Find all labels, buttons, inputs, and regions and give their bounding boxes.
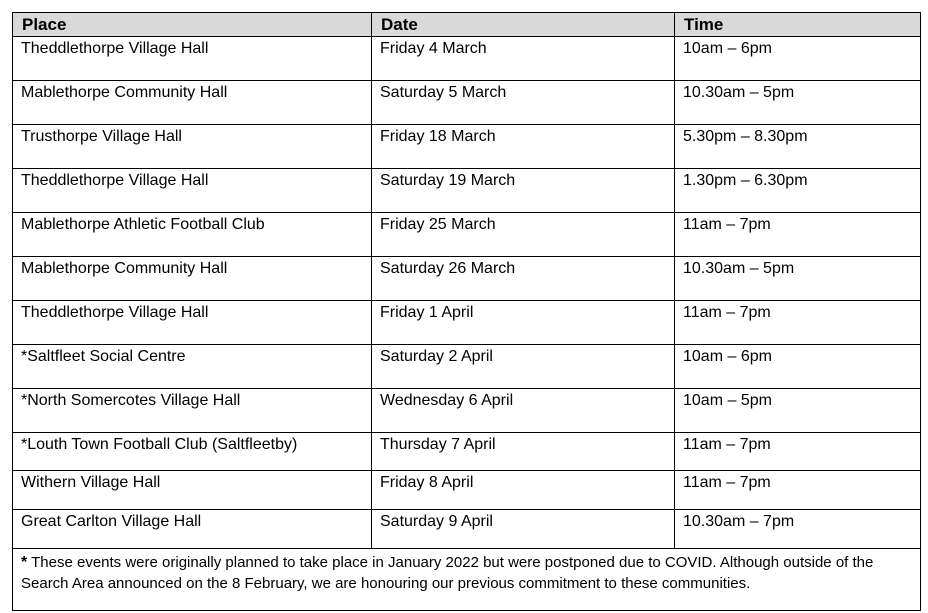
table-row xyxy=(13,81,921,125)
date-cell: Friday 18 March xyxy=(372,125,675,169)
time-cell: 10am – 6pm xyxy=(675,37,921,81)
time-cell: 11am – 7pm xyxy=(675,433,921,471)
date-cell: Friday 8 April xyxy=(372,471,675,510)
place-cell: *Saltfleet Social Centre xyxy=(13,345,372,389)
table-row xyxy=(13,471,921,510)
table-row xyxy=(13,37,921,81)
date-cell: Thursday 7 April xyxy=(372,433,675,471)
time-cell: 11am – 7pm xyxy=(675,301,921,345)
place-cell: Theddlethorpe Village Hall xyxy=(13,301,372,345)
header-time: Time xyxy=(675,13,921,37)
footnote-cell xyxy=(13,549,921,611)
header-place: Place xyxy=(13,13,372,37)
date-cell: Friday 25 March xyxy=(372,213,675,257)
date-cell: Saturday 9 April xyxy=(372,510,675,549)
table-row xyxy=(13,510,921,549)
date-cell: Saturday 5 March xyxy=(372,81,675,125)
table-row xyxy=(13,345,921,389)
time-cell: 1.30pm – 6.30pm xyxy=(675,169,921,213)
time-cell: 11am – 7pm xyxy=(675,471,921,510)
footnote-row xyxy=(13,549,921,611)
footnote-text: These events were originally planned to take place in January 2022 but were postponed due to COVID. Although outside of the Search Area announced on the 8 February, we are honouring our previous commitment to these communities. xyxy=(21,554,874,592)
place-cell: Mablethorpe Athletic Football Club xyxy=(13,213,372,257)
date-cell: Friday 4 March xyxy=(372,37,675,81)
place-cell: Theddlethorpe Village Hall xyxy=(13,169,372,213)
place-cell: Mablethorpe Community Hall xyxy=(13,81,372,125)
place-cell: *North Somercotes Village Hall xyxy=(13,389,372,433)
place-cell: Withern Village Hall xyxy=(13,471,372,510)
date-cell: Saturday 2 April xyxy=(372,345,675,389)
place-cell: *Louth Town Football Club (Saltfleetby) xyxy=(13,433,372,471)
table-row xyxy=(13,125,921,169)
table-row xyxy=(13,257,921,301)
place-cell: Great Carlton Village Hall xyxy=(13,510,372,549)
header-row xyxy=(13,13,921,37)
table-row xyxy=(13,301,921,345)
place-cell: Mablethorpe Community Hall xyxy=(13,257,372,301)
date-cell: Saturday 19 March xyxy=(372,169,675,213)
table-row xyxy=(13,213,921,257)
place-cell: Trusthorpe Village Hall xyxy=(13,125,372,169)
date-cell: Saturday 26 March xyxy=(372,257,675,301)
time-cell: 5.30pm – 8.30pm xyxy=(675,125,921,169)
time-cell: 10am – 5pm xyxy=(675,389,921,433)
table-row xyxy=(13,169,921,213)
time-cell: 10.30am – 5pm xyxy=(675,81,921,125)
date-cell: Friday 1 April xyxy=(372,301,675,345)
table-row xyxy=(13,433,921,471)
time-cell: 10.30am – 5pm xyxy=(675,257,921,301)
time-cell: 10.30am – 7pm xyxy=(675,510,921,549)
events-table xyxy=(12,12,921,611)
time-cell: 10am – 6pm xyxy=(675,345,921,389)
table-row xyxy=(13,389,921,433)
footnote-marker: * xyxy=(21,554,28,571)
date-cell: Wednesday 6 April xyxy=(372,389,675,433)
header-date: Date xyxy=(372,13,675,37)
time-cell: 11am – 7pm xyxy=(675,213,921,257)
place-cell: Theddlethorpe Village Hall xyxy=(13,37,372,81)
